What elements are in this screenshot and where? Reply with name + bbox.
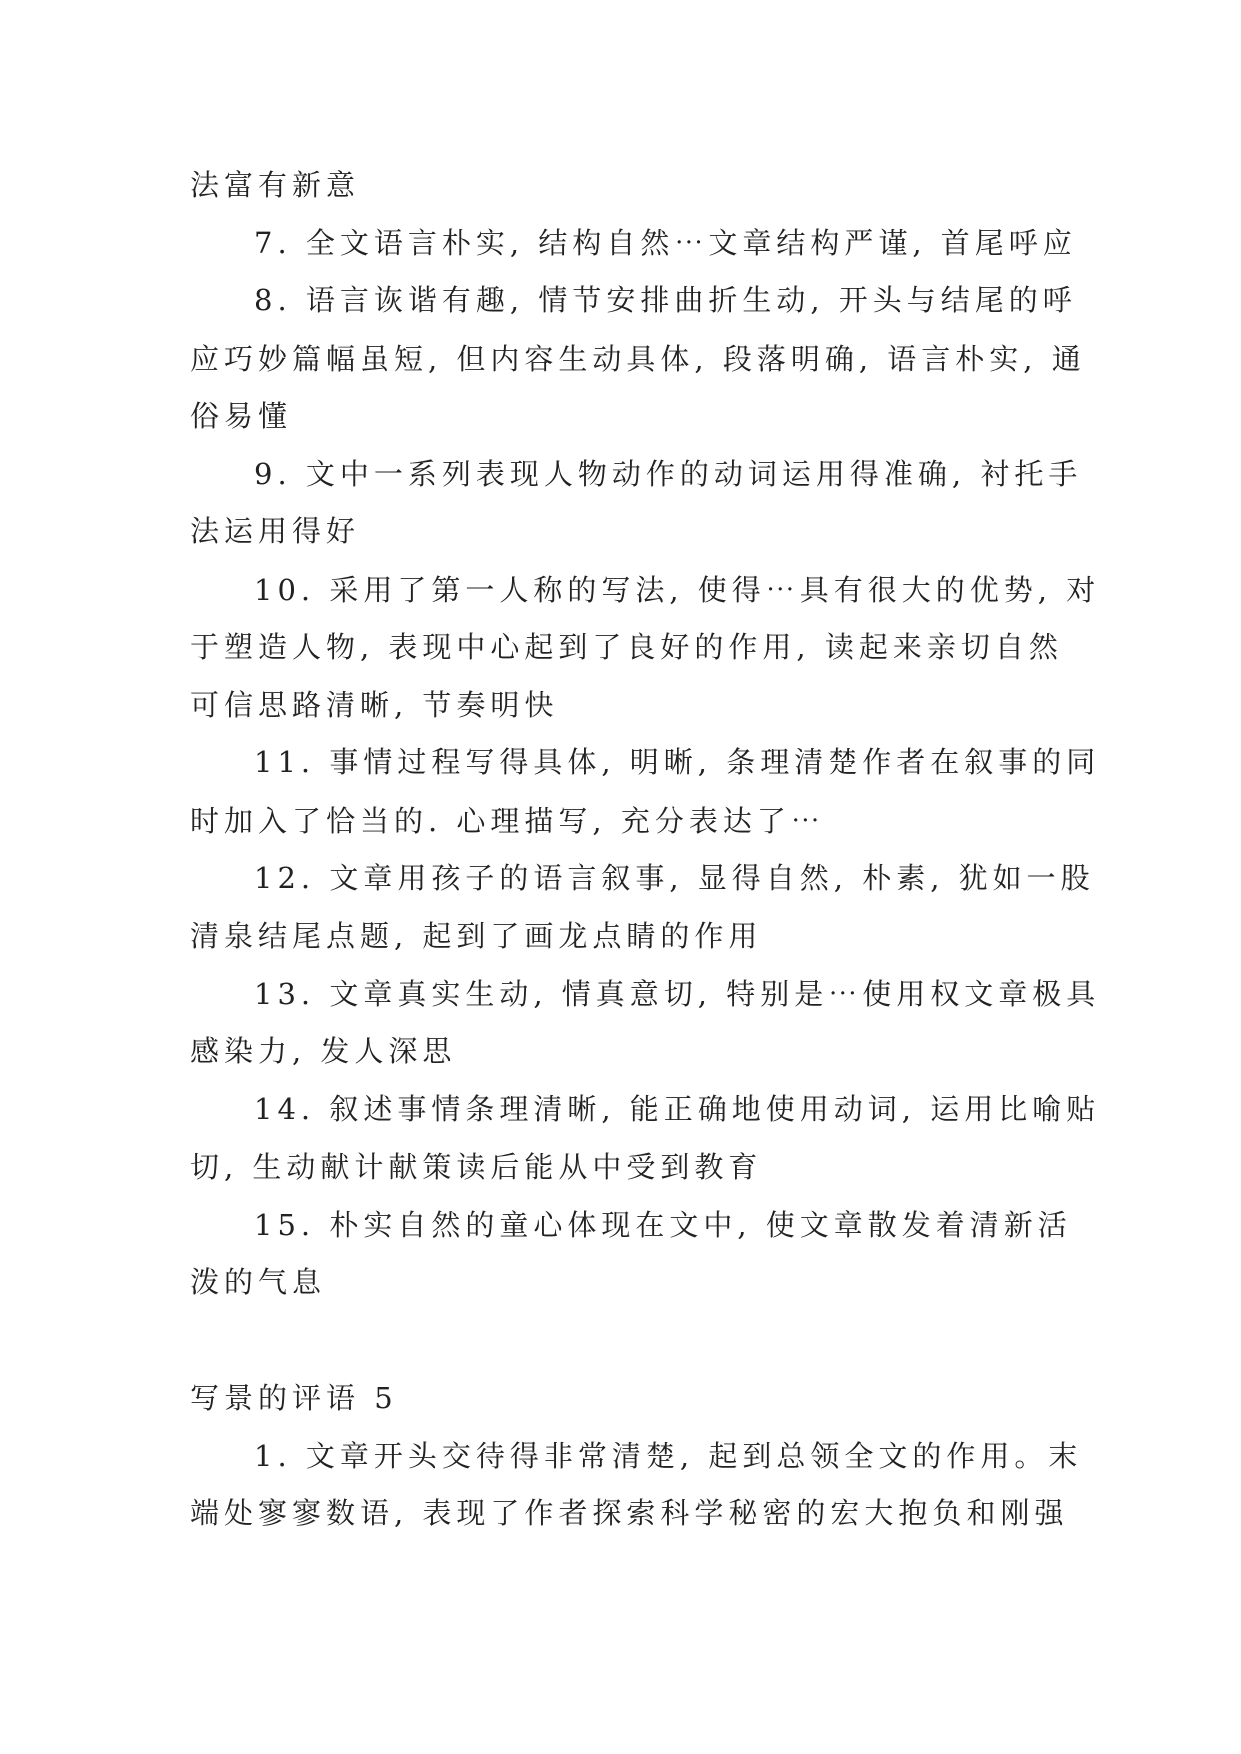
comment-item-14: 14. 叙述事情条理清晰, 能正确地使用动词, 运用比喻贴	[254, 1092, 1101, 1126]
text-line: 清泉结尾点题, 起到了画龙点睛的作用	[190, 919, 763, 953]
text-line: 切, 生动献计献策读后能从中受到教育	[190, 1150, 763, 1184]
text-line: 时加入了恰当的. 心理描写, 充分表达了⋯	[190, 804, 825, 838]
comment-item-8: 8. 语言诙谐有趣, 情节安排曲折生动, 开头与结尾的呼	[254, 283, 1077, 317]
section-heading: 写景的评语 5	[190, 1381, 398, 1415]
comment-item-12: 12. 文章用孩子的语言叙事, 显得自然, 朴素, 犹如一股	[254, 861, 1095, 895]
text-line: 泼的气息	[190, 1265, 327, 1299]
comment-item-10: 10. 采用了第一人称的写法, 使得⋯具有很大的优势, 对	[254, 573, 1101, 607]
comment-item-15: 15. 朴实自然的童心体现在文中, 使文章散发着清新活	[254, 1208, 1072, 1242]
comment-item-13: 13. 文章真实生动, 情真意切, 特别是⋯使用权文章极具	[254, 977, 1101, 1011]
text-line: 于塑造人物, 表现中心起到了良好的作用, 读起来亲切自然	[190, 630, 1063, 664]
comment-item-1: 1. 文章开头交待得非常清楚, 起到总领全文的作用。末	[254, 1439, 1083, 1473]
text-line: 俗易懂	[190, 399, 293, 433]
comment-item-7: 7. 全文语言朴实, 结构自然⋯文章结构严谨, 首尾呼应	[254, 226, 1077, 260]
comment-item-9: 9. 文中一系列表现人物动作的动词运用得准确, 衬托手	[254, 457, 1083, 491]
text-line: 应巧妙篇幅虽短, 但内容生动具体, 段落明确, 语言朴实, 通	[190, 342, 1086, 376]
text-line: 法富有新意	[190, 168, 361, 202]
text-line: 可信思路清晰, 节奏明快	[190, 688, 559, 722]
text-line: 法运用得好	[190, 514, 361, 548]
text-line: 端处寥寥数语, 表现了作者探索科学秘密的宏大抱负和刚强	[190, 1496, 1069, 1530]
text-line: 感染力, 发人深思	[190, 1034, 457, 1068]
comment-item-11: 11. 事情过程写得具体, 明晰, 条理清楚作者在叙事的同	[254, 745, 1101, 779]
